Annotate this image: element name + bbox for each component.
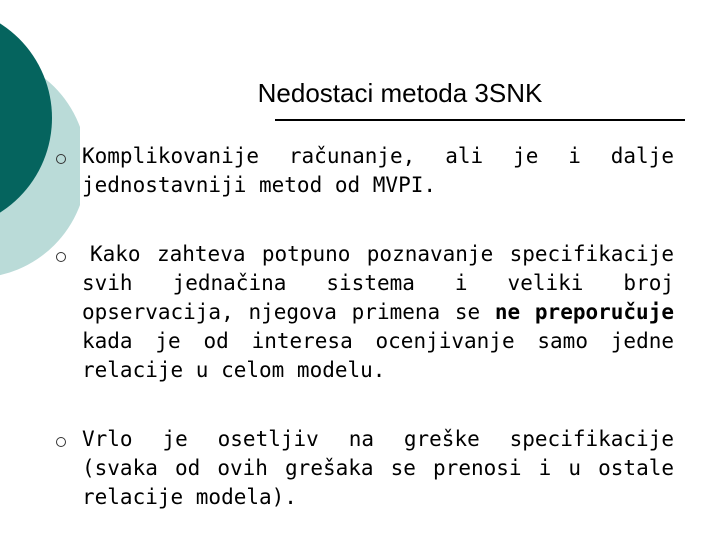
bullet-text-2 bbox=[82, 240, 674, 385]
title-underline bbox=[275, 119, 685, 121]
bullet-icon bbox=[56, 437, 66, 447]
bullet-text-2-part-b: kada je od interesa ocenjivanje samo jedne relacije u celom modelu. bbox=[82, 329, 674, 382]
bullet-icon bbox=[56, 154, 66, 164]
bullet-icon bbox=[56, 252, 66, 262]
decorative-circles bbox=[0, 0, 80, 300]
bullet-text-2-part-a: Kako zahteva potpuno poznavanje specifikacije svih jednačina sistema i veliki broj opservacija, njegova primena se bbox=[82, 242, 674, 324]
emphasis-ne-preporucuje: ne preporučuje bbox=[494, 300, 674, 324]
bullet-text-1: Komplikovanije računanje, ali je i dalje jednostavniji metod od MVPI. bbox=[82, 144, 674, 197]
slide-title: Nedostaci metoda 3SNK bbox=[257, 78, 543, 108]
bullet-text-3: Vrlo je osetljiv na greške specifikacije (svaka od ovih grešaka se prenosi i u ostale relacije modela). bbox=[82, 427, 674, 509]
